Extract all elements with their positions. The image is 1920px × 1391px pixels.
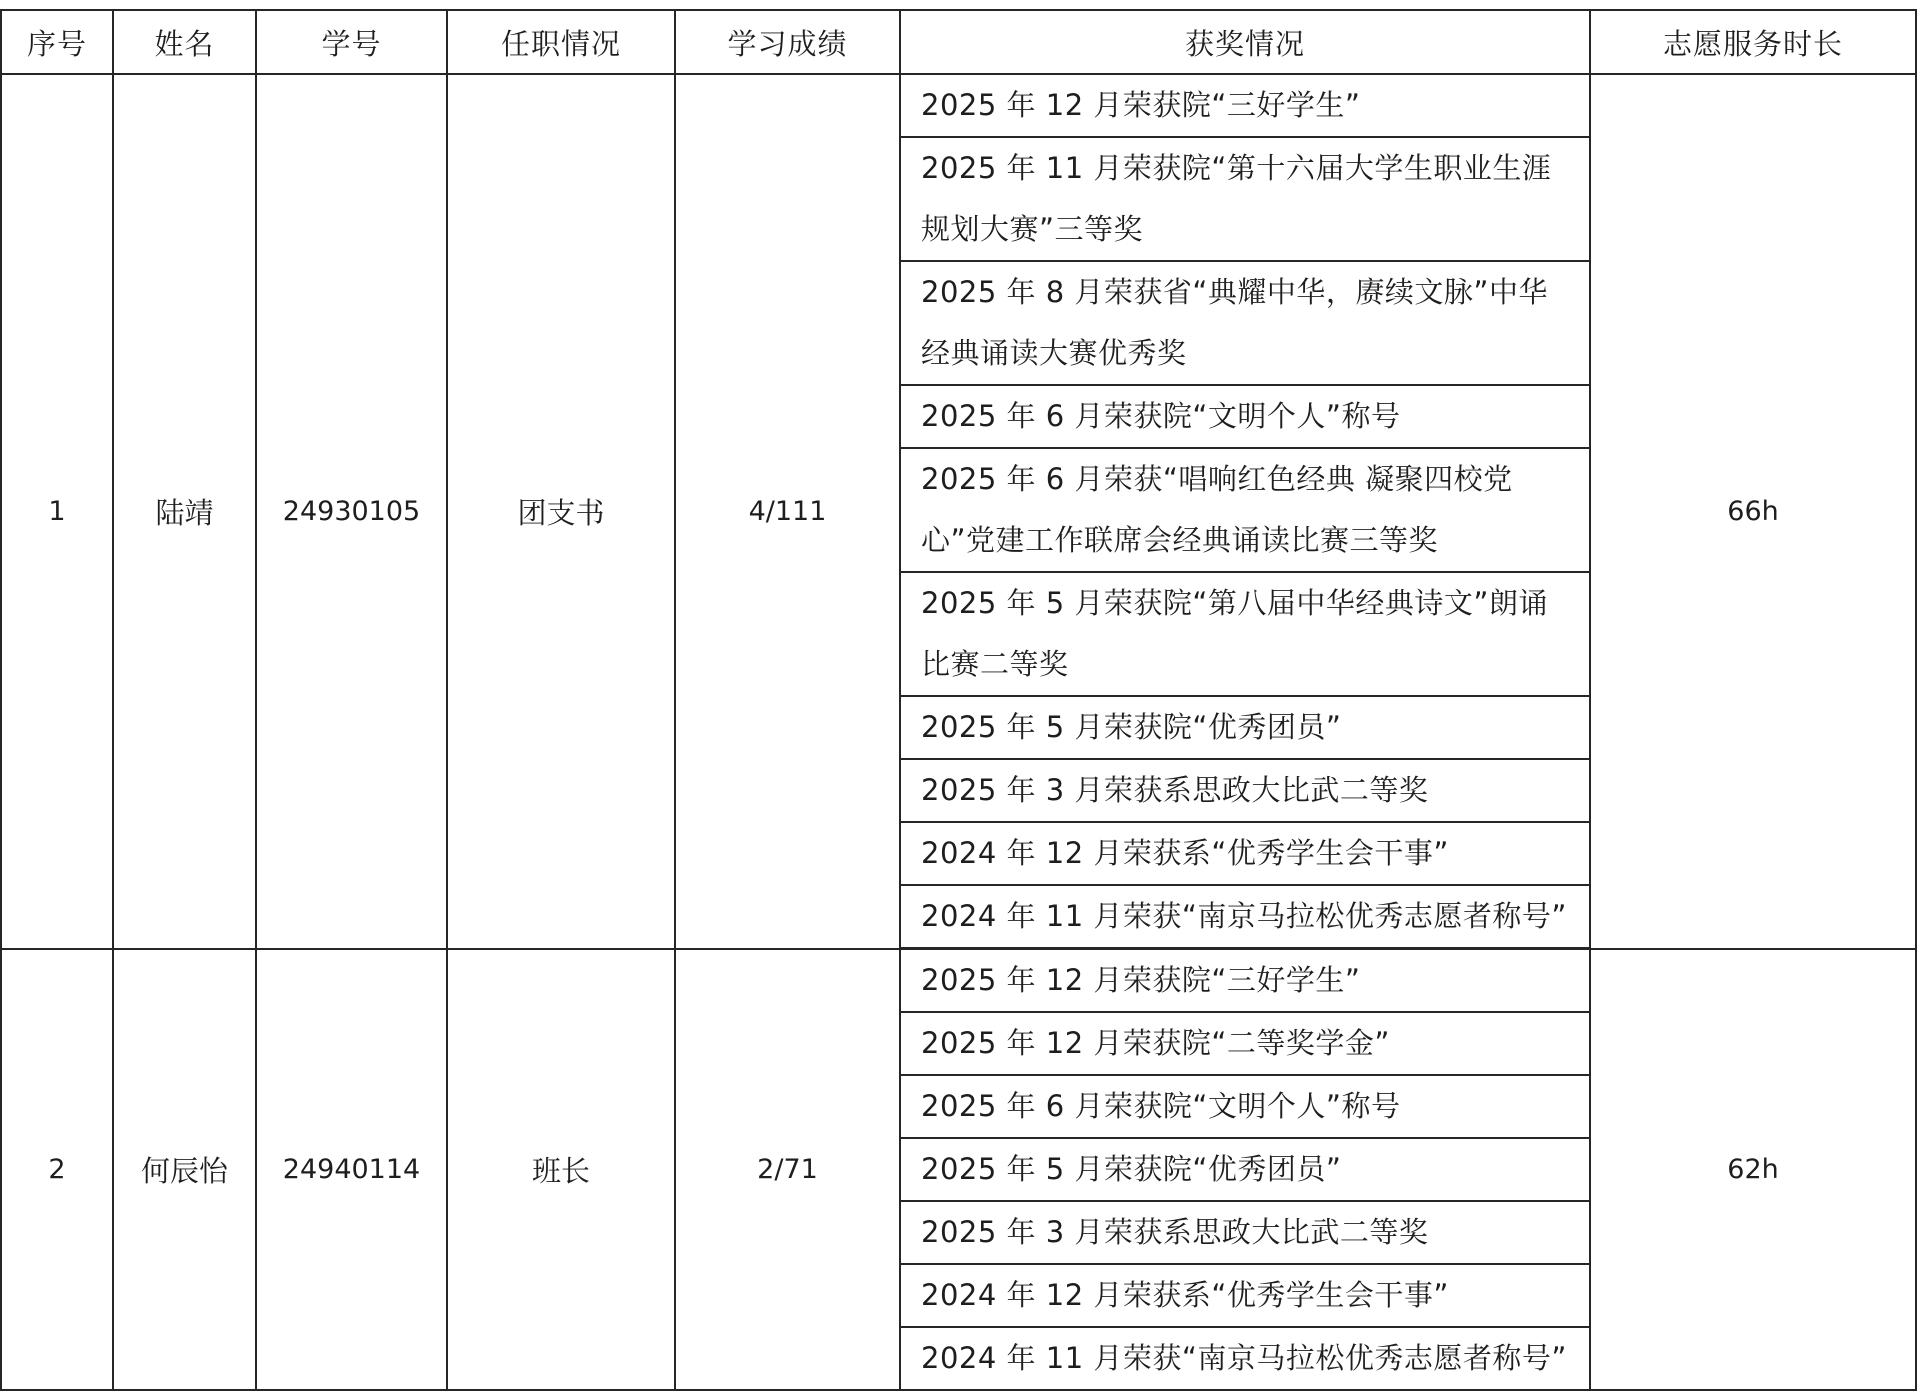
header-awards: 获奖情况 [900, 10, 1590, 74]
award-item: 2025 年 12 月荣获院“三好学生” [900, 949, 1590, 1013]
award-item: 2025 年 12 月荣获院“二等奖学金” [900, 1012, 1590, 1075]
award-item: 2025 年 5 月荣获院“优秀团员” [900, 1138, 1590, 1201]
award-item: 2025 年 5 月荣获院“优秀团员” [900, 696, 1590, 759]
header-volunteer-hours: 志愿服务时长 [1590, 10, 1916, 74]
table-row [1, 949, 1916, 1013]
student-id: 24930105 [256, 74, 447, 949]
award-item: 2025 年 11 月荣获院“第十六届大学生职业生涯规划大赛”三等奖 [900, 137, 1590, 261]
student-name: 陆靖 [113, 74, 256, 949]
award-item: 2025 年 3 月荣获系思政大比武二等奖 [900, 759, 1590, 822]
award-item: 2025 年 5 月荣获院“第八届中华经典诗文”朗诵比赛二等奖 [900, 572, 1590, 696]
award-item: 2024 年 11 月荣获“南京马拉松优秀志愿者称号” [900, 885, 1590, 949]
award-item: 2025 年 8 月荣获省“典耀中华，赓续文脉”中华经典诵读大赛优秀奖 [900, 261, 1590, 385]
header-index: 序号 [1, 10, 113, 74]
student-index: 1 [1, 74, 113, 949]
student-volunteer-hours: 62h [1590, 949, 1916, 1391]
header-position: 任职情况 [447, 10, 675, 74]
table-row [1, 74, 1916, 137]
student-grade-rank: 4/111 [675, 74, 900, 949]
award-table [0, 9, 1917, 1391]
header-student-id: 学号 [256, 10, 447, 74]
student-name: 何辰怡 [113, 949, 256, 1391]
student-volunteer-hours: 66h [1590, 74, 1916, 949]
award-item: 2024 年 12 月荣获系“优秀学生会干事” [900, 822, 1590, 885]
award-item: 2025 年 3 月荣获系思政大比武二等奖 [900, 1201, 1590, 1264]
student-position: 班长 [447, 949, 675, 1391]
header-row [1, 10, 1916, 74]
student-grade-rank: 2/71 [675, 949, 900, 1391]
award-item: 2025 年 6 月荣获院“文明个人”称号 [900, 385, 1590, 448]
award-item: 2025 年 6 月荣获院“文明个人”称号 [900, 1075, 1590, 1138]
award-item: 2024 年 11 月荣获“南京马拉松优秀志愿者称号” [900, 1327, 1590, 1390]
student-id: 24940114 [256, 949, 447, 1391]
header-grade: 学习成绩 [675, 10, 900, 74]
header-name: 姓名 [113, 10, 256, 74]
award-item: 2025 年 6 月荣获“唱响红色经典 凝聚四校党心”党建工作联席会经典诵读比赛三等奖 [900, 448, 1590, 572]
award-item: 2025 年 12 月荣获院“三好学生” [900, 74, 1590, 137]
award-item: 2024 年 12 月荣获系“优秀学生会干事” [900, 1264, 1590, 1327]
student-position: 团支书 [447, 74, 675, 949]
student-index: 2 [1, 949, 113, 1391]
